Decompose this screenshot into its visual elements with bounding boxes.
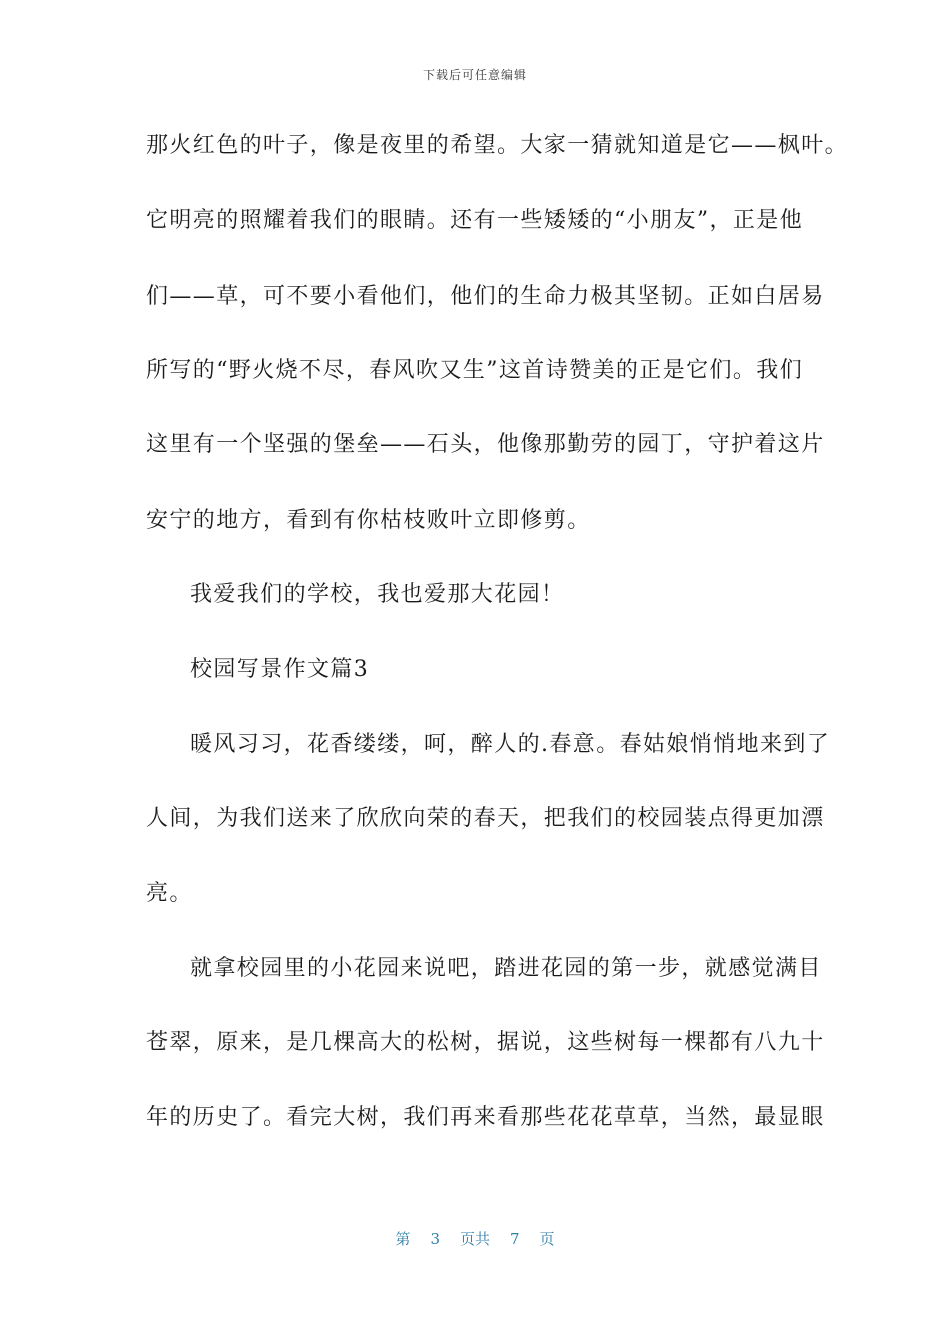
text-line: 亮。 — [146, 881, 193, 906]
footer-middle: 页共 — [459, 1230, 490, 1248]
section-heading: 校园写景作文篇3 — [190, 657, 370, 682]
page-header: 下载后可任意编辑 — [422, 68, 527, 82]
text-line: 它明亮的照耀着我们的眼睛。还有一些矮矮的“小朋友”，正是他 — [146, 208, 804, 233]
text-line: 那火红色的叶子，像是夜里的希望。大家一猜就知道是它——枫叶。 — [146, 133, 849, 158]
text-line: 所写的“野火烧不尽，春风吹又生”这首诗赞美的正是它们。我们 — [146, 358, 804, 383]
total-pages-number: 7 — [510, 1230, 520, 1248]
text-line: 这里有一个坚强的堡垒——石头，他像那勤劳的园丁，守护着这片 — [146, 432, 825, 457]
text-line: 年的历史了。看完大树，我们再来看那些花花草草，当然，最显眼 — [146, 1105, 825, 1130]
text-line: 人间，为我们送来了欣欣向荣的春天，把我们的校园装点得更加漂 — [146, 806, 825, 831]
footer-suffix: 页 — [539, 1230, 555, 1248]
page-footer — [0, 1228, 950, 1249]
paragraph-line: 我爱我们的学校，我也爱那大花园！ — [190, 582, 565, 607]
paragraph-line: 暖风习习，花香缕缕，呵，醉人的.春意。春姑娘悄悄地来到了 — [190, 732, 831, 757]
text-line: 苍翠，原来，是几棵高大的松树，据说，这些树每一棵都有八九十 — [146, 1030, 825, 1055]
paragraph-line: 就拿校园里的小花园来说吧，踏进花园的第一步，就感觉满目 — [190, 956, 822, 981]
text-line: 们——草，可不要小看他们，他们的生命力极其坚韧。正如白居易 — [146, 284, 825, 309]
footer-prefix: 第 — [395, 1230, 411, 1248]
current-page-number: 3 — [430, 1230, 440, 1248]
text-line: 安宁的地方，看到有你枯枝败叶立即修剪。 — [146, 508, 591, 533]
